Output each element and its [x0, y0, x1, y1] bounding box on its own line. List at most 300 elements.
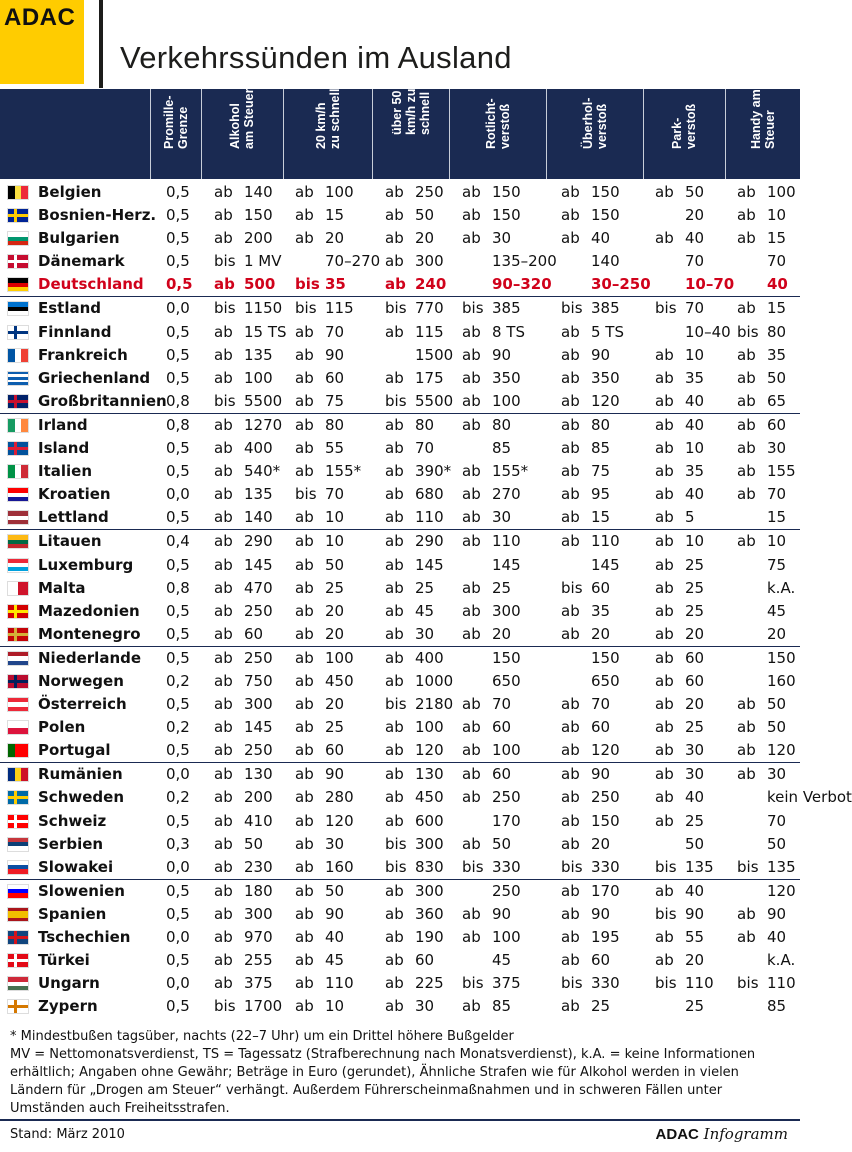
cell-value: 60 — [591, 578, 611, 597]
cell-value: 375 — [244, 974, 273, 993]
cell-value: 0,5 — [166, 624, 190, 643]
cell-value: 0,5 — [166, 881, 190, 900]
table-cell — [214, 693, 273, 716]
flag-mk-icon — [8, 605, 28, 618]
table-cell — [295, 739, 344, 762]
table-cell — [385, 716, 444, 739]
cell-value: 90 — [591, 765, 611, 784]
table-row — [0, 273, 800, 297]
cell-qualifier: ab — [561, 391, 580, 410]
cell-qualifier: ab — [214, 904, 233, 923]
cell-value: 30–250 — [591, 275, 651, 294]
cell-value: 50 — [685, 834, 705, 853]
cell-value: 230 — [244, 857, 273, 876]
cell-qualifier: ab — [295, 881, 314, 900]
country-name: Belgien — [38, 183, 102, 201]
table-cell — [462, 227, 511, 250]
cell-qualifier: ab — [462, 508, 481, 527]
flag-hu-icon — [8, 977, 28, 990]
country-name: Polen — [38, 718, 86, 737]
table-cell — [166, 995, 190, 1018]
cell-value: 390* — [415, 462, 452, 481]
cell-qualifier: ab — [462, 718, 481, 737]
table-cell — [295, 227, 344, 250]
cell-qualifier: ab — [295, 695, 314, 714]
table-cell — [385, 623, 434, 646]
cell-qualifier: ab — [561, 695, 580, 714]
table-cell — [295, 577, 344, 600]
table-cell — [385, 297, 444, 320]
cell-qualifier: ab — [737, 928, 756, 946]
table-cell — [737, 903, 786, 926]
table-cell — [561, 623, 610, 646]
cell-value: 155 — [767, 462, 796, 481]
cell-qualifier: ab — [385, 555, 404, 574]
table-header — [0, 89, 800, 179]
cell-value: 25 — [685, 601, 705, 620]
cell-value: 20 — [685, 624, 705, 643]
table-cell — [561, 856, 620, 879]
cell-qualifier: ab — [561, 322, 580, 341]
country-name: Österreich — [38, 695, 127, 714]
cell-qualifier: ab — [462, 788, 481, 807]
country-name: Bulgarien — [38, 229, 120, 248]
table-cell — [295, 321, 344, 344]
cell-value: 5 TS — [591, 322, 624, 341]
table-cell — [737, 250, 786, 273]
table-cell — [561, 926, 620, 949]
cell-qualifier: ab — [214, 439, 233, 458]
cell-value: 290 — [415, 532, 444, 551]
table-cell — [166, 344, 190, 367]
cell-value: 80 — [492, 415, 512, 434]
table-cell — [214, 390, 282, 413]
table-cell — [655, 786, 704, 809]
cell-qualifier: ab — [462, 368, 481, 387]
table-cell — [561, 506, 610, 529]
flag-gr-icon — [8, 372, 28, 385]
table-cell — [385, 670, 453, 693]
country-name: Griechenland — [38, 368, 151, 387]
cell-qualifier: ab — [214, 974, 233, 993]
cell-qualifier: ab — [385, 508, 404, 527]
flag-ie-icon — [8, 419, 28, 432]
cell-value: 0,5 — [166, 555, 190, 574]
table-cell — [655, 506, 695, 529]
cell-qualifier: bis — [561, 857, 583, 876]
footnote-asterisk: * Mindestbußen tagsüber, nachts (22–7 Uhr) um ein Drittel höhere Bußgelder — [10, 1029, 514, 1044]
cell-value: 20 — [325, 695, 345, 714]
table-cell — [561, 483, 610, 506]
cell-qualifier: ab — [214, 183, 233, 201]
table-cell — [655, 483, 704, 506]
table-row — [0, 995, 800, 1018]
table-cell — [462, 972, 521, 995]
table-cell — [385, 554, 444, 577]
flag-ch-icon — [8, 815, 28, 828]
cell-value: 70 — [767, 485, 787, 504]
table-cell — [214, 786, 273, 809]
table-cell — [214, 647, 273, 670]
flag-es-icon — [8, 908, 28, 921]
cell-value: 110 — [591, 532, 620, 551]
cell-value: 8 TS — [492, 322, 525, 341]
table-cell — [655, 880, 704, 903]
cell-value: 25 — [685, 718, 705, 737]
cell-value: 85 — [591, 439, 611, 458]
table-cell — [295, 460, 361, 483]
cell-qualifier: ab — [295, 462, 314, 481]
cell-value: 0,8 — [166, 391, 190, 410]
table-cell — [166, 227, 190, 250]
cell-qualifier: ab — [462, 624, 481, 643]
cell-value: 135 — [244, 345, 273, 364]
flag-lu-icon — [8, 559, 28, 572]
country-name: Türkei — [38, 951, 90, 970]
cell-value: 70 — [767, 252, 787, 271]
title-divider — [99, 0, 103, 88]
table-cell — [737, 414, 786, 437]
cell-qualifier: ab — [737, 206, 756, 225]
table-cell — [295, 506, 344, 529]
cell-qualifier: ab — [737, 391, 756, 410]
table-cell — [214, 903, 273, 926]
cell-value: 90 — [591, 345, 611, 364]
cell-qualifier: ab — [385, 322, 404, 341]
cell-value: 10 — [325, 997, 345, 1016]
cell-qualifier: ab — [385, 183, 404, 201]
cell-value: 100 — [244, 368, 273, 387]
table-cell — [655, 647, 704, 670]
cell-value: 45 — [415, 601, 435, 620]
cell-value: 20 — [325, 229, 345, 248]
table-cell — [295, 250, 380, 273]
table-cell — [561, 321, 624, 344]
column-header — [372, 88, 449, 177]
cell-qualifier: ab — [214, 555, 233, 574]
cell-qualifier: ab — [462, 904, 481, 923]
cell-qualifier: bis — [737, 974, 759, 993]
table-row — [0, 554, 800, 577]
table-cell — [561, 972, 620, 995]
cell-qualifier: ab — [737, 485, 756, 504]
table-cell — [214, 670, 273, 693]
cell-value: 60 — [591, 951, 611, 970]
table-cell — [561, 227, 610, 250]
table-cell — [385, 577, 434, 600]
table-cell — [655, 414, 704, 437]
cell-qualifier: ab — [295, 671, 314, 690]
cell-value: 0,3 — [166, 834, 190, 853]
column-header-label: 20 km/h zu schnell — [313, 88, 342, 149]
cell-value: 155* — [492, 462, 529, 481]
cell-value: 280 — [325, 788, 354, 807]
cell-value: 5 — [685, 508, 695, 527]
table-cell — [295, 880, 344, 903]
table-cell — [737, 623, 786, 646]
table-row — [0, 483, 800, 506]
cell-qualifier: bis — [214, 299, 236, 318]
cell-qualifier: ab — [462, 322, 481, 341]
flag-be-icon — [8, 186, 28, 199]
table-cell — [214, 716, 273, 739]
table-cell — [561, 344, 610, 367]
cell-qualifier: ab — [295, 601, 314, 620]
table-row — [0, 739, 800, 763]
cell-value: 0,0 — [166, 928, 190, 946]
cell-value: 250 — [591, 788, 620, 807]
table-cell — [655, 297, 704, 320]
table-cell — [295, 344, 344, 367]
cell-value: 130 — [415, 765, 444, 784]
cell-qualifier: ab — [214, 834, 233, 853]
table-cell — [561, 693, 610, 716]
cell-value: 600 — [415, 811, 444, 830]
table-cell — [214, 926, 273, 949]
table-row — [0, 810, 800, 833]
cell-value: 30 — [325, 834, 345, 853]
table-row — [0, 506, 800, 530]
cell-value: 10 — [767, 532, 787, 551]
table-cell — [737, 390, 786, 413]
cell-qualifier: ab — [462, 229, 481, 248]
cell-qualifier: ab — [462, 532, 481, 551]
flag-pt-icon — [8, 744, 28, 757]
cell-value: 60 — [492, 765, 512, 784]
flag-lt-icon — [8, 535, 28, 548]
table-cell — [214, 623, 263, 646]
column-header-label: Alkohol am Steuer — [228, 88, 256, 149]
table-cell — [737, 181, 796, 204]
table-cell — [385, 810, 444, 833]
table-cell — [737, 437, 786, 460]
cell-qualifier: ab — [214, 462, 233, 481]
cell-qualifier: ab — [462, 765, 481, 784]
column-header-label: Rotlicht- verstoß — [483, 98, 512, 149]
cell-value: 75 — [767, 555, 787, 574]
table-cell — [655, 833, 704, 856]
cell-qualifier: ab — [214, 578, 233, 597]
table-cell — [655, 926, 704, 949]
cell-value: 0,5 — [166, 695, 190, 714]
cell-value: 40 — [767, 928, 787, 946]
cell-qualifier: ab — [295, 578, 314, 597]
cell-value: 0,2 — [166, 671, 190, 690]
cell-qualifier: ab — [295, 555, 314, 574]
cell-qualifier: ab — [462, 391, 481, 410]
cell-qualifier: ab — [295, 439, 314, 458]
cell-qualifier: ab — [214, 322, 233, 341]
cell-value: 100 — [492, 928, 521, 946]
credit-suffix: Infogramm — [703, 1125, 788, 1143]
cell-value: 110 — [685, 974, 714, 993]
cell-qualifier: ab — [385, 601, 404, 620]
table-cell — [561, 903, 610, 926]
cell-value: 40 — [591, 229, 611, 248]
cell-value: 70 — [685, 252, 705, 271]
cell-qualifier: ab — [385, 951, 404, 970]
cell-value: 35 — [767, 345, 787, 364]
table-cell — [166, 554, 190, 577]
cell-value: 40 — [685, 229, 705, 248]
flag-de-icon — [8, 278, 28, 291]
cell-qualifier: ab — [737, 741, 756, 760]
table-cell — [295, 949, 344, 972]
cell-value: 150 — [591, 206, 620, 225]
table-cell — [462, 506, 511, 529]
cell-value: 385 — [492, 299, 521, 318]
cell-qualifier: ab — [655, 788, 674, 807]
cell-value: 0,5 — [166, 206, 190, 225]
country-name: Serbien — [38, 834, 104, 853]
flag-mt-icon — [8, 582, 28, 595]
country-name: Niederlande — [38, 648, 142, 667]
country-name: Tschechien — [38, 928, 131, 946]
cell-qualifier: ab — [561, 532, 580, 551]
table-cell — [295, 623, 344, 646]
table-cell — [655, 390, 704, 413]
cell-qualifier: ab — [295, 997, 314, 1016]
table-cell — [385, 204, 434, 227]
cell-qualifier: ab — [737, 462, 756, 481]
cell-qualifier: ab — [295, 811, 314, 830]
cell-qualifier: ab — [655, 391, 674, 410]
cell-value: 140 — [244, 183, 273, 201]
cell-value: 90 — [767, 904, 787, 923]
column-header-label: Handy am Steuer — [748, 89, 777, 149]
flag-hr-icon — [8, 488, 28, 501]
table-cell — [385, 972, 444, 995]
flag-se-icon — [8, 791, 28, 804]
table-cell — [385, 321, 444, 344]
cell-value: 25 — [591, 997, 611, 1016]
cell-value: 30 — [767, 765, 787, 784]
cell-qualifier: ab — [214, 788, 233, 807]
cell-qualifier: ab — [561, 881, 580, 900]
cell-value: 250 — [492, 788, 521, 807]
table-cell — [385, 483, 444, 506]
cell-qualifier: ab — [385, 368, 404, 387]
cell-value: 350 — [591, 368, 620, 387]
cell-qualifier: ab — [214, 857, 233, 876]
cell-value: 0,8 — [166, 578, 190, 597]
table-row — [0, 623, 800, 647]
cell-value: 190 — [415, 928, 444, 946]
cell-value: 255 — [244, 951, 273, 970]
cell-value: 450 — [415, 788, 444, 807]
table-cell — [737, 554, 786, 577]
table-row — [0, 344, 800, 367]
cell-value: 300 — [244, 904, 273, 923]
cell-value: k.A. — [767, 951, 796, 970]
cell-qualifier: bis — [462, 299, 484, 318]
cell-qualifier: bis — [385, 857, 407, 876]
column-header — [725, 89, 800, 177]
cell-value: 110 — [492, 532, 521, 551]
cell-qualifier: ab — [214, 624, 233, 643]
table-cell — [462, 204, 521, 227]
column-header — [150, 93, 201, 177]
cell-value: 10 — [685, 532, 705, 551]
cell-value: 100 — [325, 648, 354, 667]
table-cell — [214, 414, 282, 437]
table-cell — [166, 880, 190, 903]
cell-qualifier: bis — [385, 834, 407, 853]
cell-value: 0,5 — [166, 229, 190, 248]
table-cell — [214, 810, 273, 833]
table-cell — [214, 530, 273, 553]
table-cell — [462, 739, 521, 762]
table-cell — [166, 321, 190, 344]
table-cell — [462, 949, 511, 972]
table-cell — [737, 833, 786, 856]
credit — [656, 1125, 788, 1143]
table-row — [0, 716, 800, 739]
table-cell — [385, 181, 444, 204]
table-row — [0, 600, 800, 623]
table-cell — [462, 250, 557, 273]
cell-qualifier: ab — [655, 765, 674, 784]
cell-value: 180 — [244, 881, 273, 900]
table-cell — [655, 810, 704, 833]
cell-qualifier: ab — [561, 904, 580, 923]
table-row — [0, 204, 800, 227]
cell-value: 140 — [244, 508, 273, 527]
table-cell — [462, 554, 521, 577]
cell-qualifier: ab — [295, 368, 314, 387]
cell-value: 70 — [767, 811, 787, 830]
table-cell — [214, 297, 282, 320]
table-cell — [737, 693, 786, 716]
country-name: Norwegen — [38, 671, 124, 690]
cell-value: 30 — [767, 439, 787, 458]
table-cell — [561, 530, 620, 553]
table-cell — [462, 577, 511, 600]
column-header — [546, 93, 643, 177]
country-name: Bosnien-Herz. — [38, 206, 157, 225]
table-cell — [166, 506, 190, 529]
table-cell — [462, 810, 521, 833]
flag-dk-icon — [8, 255, 28, 268]
cell-value: 30 — [415, 997, 435, 1016]
cell-qualifier: ab — [737, 368, 756, 387]
cell-value: 90 — [492, 904, 512, 923]
cell-qualifier: bis — [214, 252, 236, 271]
table-row — [0, 647, 800, 670]
cell-value: 140 — [591, 252, 620, 271]
table-cell — [462, 181, 521, 204]
cell-qualifier: ab — [385, 206, 404, 225]
cell-value: 20 — [685, 206, 705, 225]
table-cell — [166, 483, 190, 506]
table-cell — [214, 344, 273, 367]
cell-value: 410 — [244, 811, 273, 830]
cell-value: 15 — [325, 206, 345, 225]
cell-value: 90–320 — [492, 275, 552, 294]
cell-qualifier: ab — [385, 462, 404, 481]
table-cell — [462, 903, 511, 926]
flag-at-icon — [8, 698, 28, 711]
cell-qualifier: ab — [214, 741, 233, 760]
cell-value: 110 — [767, 974, 796, 993]
cell-value: 50 — [415, 206, 435, 225]
cell-value: 40 — [325, 928, 345, 946]
table-cell — [737, 506, 786, 529]
table-row — [0, 414, 800, 437]
cell-value: kein Verbot — [767, 788, 852, 807]
table-cell — [561, 181, 620, 204]
flag-sk-icon — [8, 861, 28, 874]
